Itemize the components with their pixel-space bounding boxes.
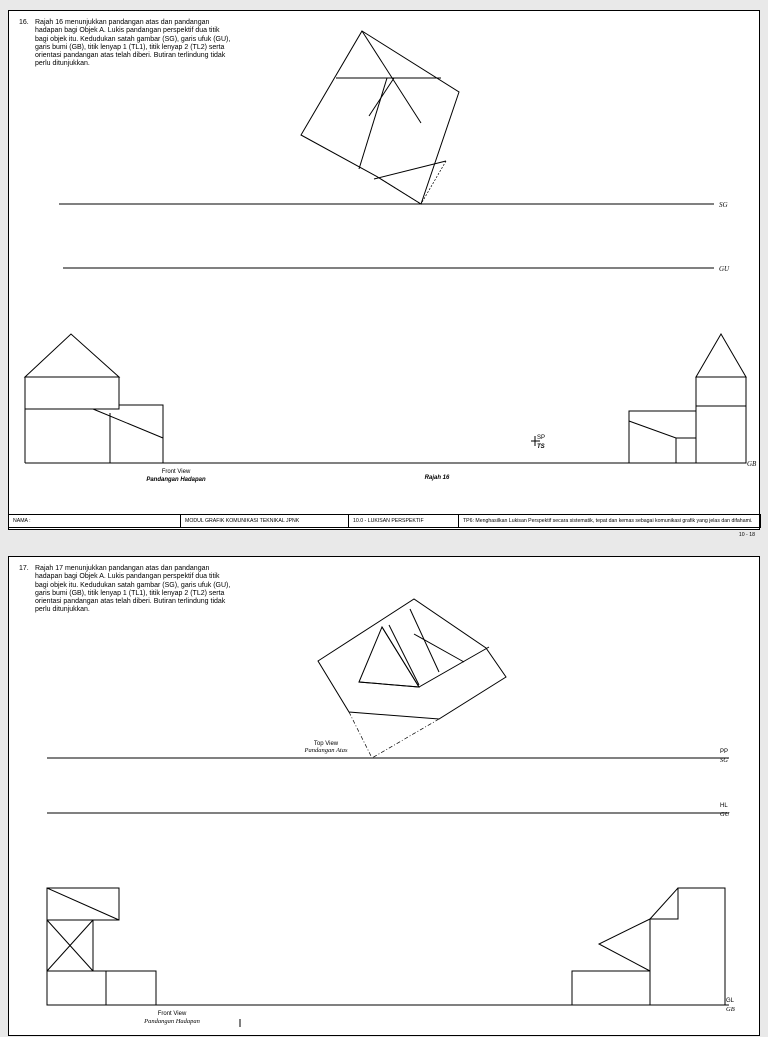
label-hl: HL bbox=[720, 803, 728, 809]
label-gu: GU bbox=[719, 265, 730, 273]
question-text: Rajah 17 menunjukkan pandangan atas dan pandangan hadapan bagi Objek A. Lukis pandangan perspektif dua titik bagi objek itu. Kedudukan satah gambar (SG), garis ufuk (GU), garis bumi (GB), titik lenyap 1 (TL1), titik lenyap 2 (TL2) serta orientasi pandangan atas telah diberi. Butiran terlindung tidak perlu ditunjukkan. bbox=[35, 565, 231, 614]
label-gl: GL bbox=[726, 998, 735, 1004]
name-field[interactable]: NAMA : bbox=[9, 515, 181, 527]
module-cell: MODUL GRAFIK KOMUNIKASI TEKNIKAL JPNK bbox=[181, 515, 349, 527]
question-number: 17. bbox=[19, 565, 29, 572]
objective-cell: TP6: Menghasilkan Lukisan Perspektif secara sistematik, tepat dan kemas sebagai komunikasi grafik yang jelas dan difahami. bbox=[463, 518, 753, 524]
label-sg: SG bbox=[719, 201, 728, 209]
label-pp: PP bbox=[720, 749, 729, 755]
top-view-outline bbox=[301, 31, 459, 204]
front-view-label-malay: Pandangan Hadapan bbox=[146, 477, 206, 483]
top-view-label: Top View bbox=[313, 741, 339, 747]
label-gu: GU bbox=[720, 811, 730, 818]
side-view-right bbox=[572, 888, 725, 1005]
drawing-17 bbox=[9, 557, 761, 1037]
projection-lines bbox=[349, 712, 439, 758]
front-view-left bbox=[25, 334, 163, 463]
front-view-label: Front View bbox=[161, 469, 191, 475]
front-view-label: Front View bbox=[157, 1011, 187, 1017]
top-view-outline bbox=[318, 599, 506, 719]
topic-cell: 10.0 - LUKISAN PERSPEKTIF bbox=[349, 515, 459, 527]
label-gb: GB bbox=[747, 460, 757, 468]
front-view-label-malay: Pandangan Hadapan bbox=[144, 1018, 200, 1025]
figure-caption: Rajah 16 bbox=[424, 475, 450, 481]
side-view-right bbox=[629, 334, 746, 463]
label-sg: SG bbox=[720, 757, 728, 764]
question-text: Rajah 16 menunjukkan pandangan atas dan pandangan hadapan bagi Objek A. Lukis pandangan perspektif dua titik bagi objek itu. Kedudukan satah gambar (SG), garis ufuk (GU), garis bumi (GB), titik lenyap 1 (TL1), titik lenyap 2 (TL2) serta orientasi pandangan atas telah diberi. Butiran terlindung tidak perlu ditunjukkan. bbox=[35, 19, 231, 68]
front-view-left bbox=[47, 888, 156, 1005]
drawing-sheet-16 bbox=[8, 10, 760, 538]
label-sp: SP bbox=[537, 435, 546, 441]
drawing-16 bbox=[9, 11, 761, 531]
label-gb: GB bbox=[726, 1006, 735, 1013]
top-view-label-malay: Pandangan Atas bbox=[304, 747, 348, 754]
drawing-sheet-17 bbox=[8, 556, 760, 1036]
title-block bbox=[8, 514, 761, 528]
label-ts: TS bbox=[537, 444, 545, 450]
page-number: 10 - 18 bbox=[738, 532, 755, 538]
question-number: 16. bbox=[19, 19, 29, 26]
